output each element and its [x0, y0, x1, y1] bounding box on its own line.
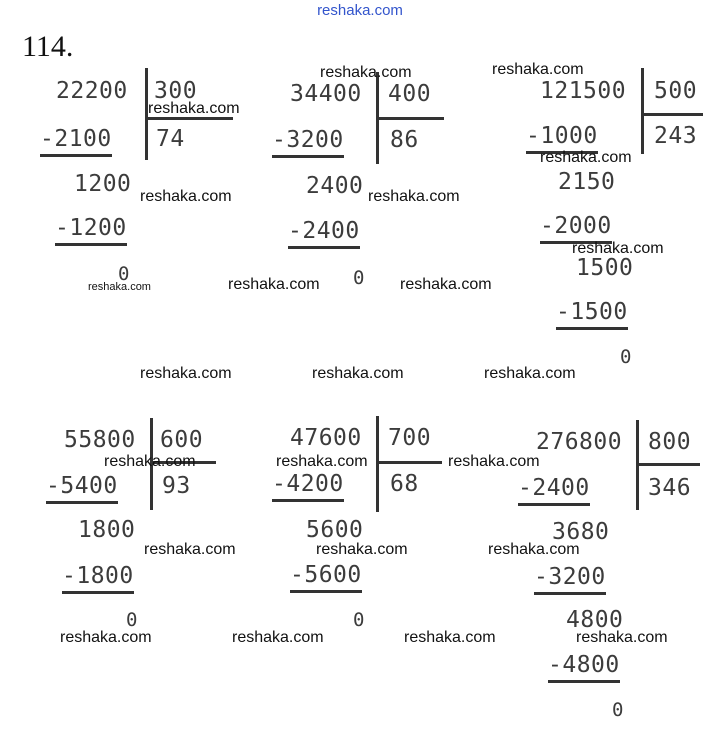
dividend: 55800: [64, 427, 136, 453]
watermark: reshaka.com: [488, 541, 580, 558]
watermark: reshaka.com: [232, 629, 324, 646]
remainder: 3680: [552, 519, 610, 545]
dividend: 22200: [56, 78, 128, 104]
division-bar-horizontal: [376, 461, 442, 464]
watermark: reshaka.com: [104, 453, 196, 470]
site-header-link[interactable]: reshaka.com: [317, 2, 403, 19]
final-remainder: 0: [612, 699, 624, 721]
watermark: reshaka.com: [228, 276, 320, 293]
final-remainder: 0: [353, 609, 365, 631]
final-remainder: 0: [118, 263, 130, 285]
divisor: 400: [388, 81, 432, 107]
dividend: 121500: [540, 78, 627, 104]
divisor: 300: [154, 78, 198, 104]
dividend: 47600: [290, 425, 362, 451]
final-remainder: 0: [353, 267, 365, 289]
subtrahend: -5400: [46, 472, 118, 504]
subtrahend: -1800: [62, 562, 134, 594]
watermark: reshaka.com: [484, 365, 576, 382]
watermark: reshaka.com: [448, 453, 540, 470]
watermark: reshaka.com: [492, 61, 584, 78]
divisor: 800: [648, 429, 692, 455]
watermark: reshaka.com: [60, 629, 152, 646]
quotient: 86: [390, 127, 419, 153]
watermark: reshaka.com: [312, 365, 404, 382]
subtrahend: -1200: [55, 214, 127, 246]
exercise-number: 114.: [22, 30, 74, 63]
remainder: 1200: [74, 171, 132, 197]
remainder: 2150: [558, 169, 616, 195]
quotient: 68: [390, 471, 419, 497]
subtrahend: -2400: [288, 217, 360, 249]
remainder: 5600: [306, 517, 364, 543]
subtrahend: -2400: [518, 474, 590, 506]
subtrahend: -5600: [290, 561, 362, 593]
division-bar-vertical: [376, 416, 379, 512]
watermark: reshaka.com: [368, 188, 460, 205]
division-bar-horizontal: [376, 117, 444, 120]
quotient: 74: [156, 126, 185, 152]
subtrahend: -1500: [556, 298, 628, 330]
watermark: reshaka.com: [316, 541, 408, 558]
watermark: reshaka.com: [540, 149, 632, 166]
watermark: reshaka.com: [148, 100, 240, 117]
subtrahend: -3200: [272, 126, 344, 158]
subtrahend: -4200: [272, 470, 344, 502]
final-remainder: 0: [620, 346, 632, 368]
remainder: 4800: [566, 607, 624, 633]
divisor: 600: [160, 427, 204, 453]
division-bar-horizontal: [641, 113, 703, 116]
division-bar-vertical: [641, 68, 644, 154]
dividend: 276800: [536, 429, 623, 455]
watermark: reshaka.com: [140, 188, 232, 205]
watermark: reshaka.com: [320, 64, 412, 81]
watermark: reshaka.com: [88, 281, 151, 293]
subtrahend: -4800: [548, 651, 620, 683]
final-remainder: 0: [126, 609, 138, 631]
watermark: reshaka.com: [144, 541, 236, 558]
watermark: reshaka.com: [572, 240, 664, 257]
watermark: reshaka.com: [404, 629, 496, 646]
quotient: 243: [654, 123, 698, 149]
remainder: 1800: [78, 517, 136, 543]
divisor: 500: [654, 78, 698, 104]
subtrahend: -1000: [526, 122, 598, 154]
watermark: reshaka.com: [400, 276, 492, 293]
subtrahend: -2000: [540, 212, 612, 244]
division-bar-horizontal: [636, 463, 700, 466]
dividend: 34400: [290, 81, 362, 107]
subtrahend: -3200: [534, 563, 606, 595]
remainder: 2400: [306, 173, 364, 199]
quotient: 93: [162, 473, 191, 499]
quotient: 346: [648, 475, 692, 501]
subtrahend: -2100: [40, 125, 112, 157]
watermark: reshaka.com: [140, 365, 232, 382]
divisor: 700: [388, 425, 432, 451]
remainder: 1500: [576, 255, 634, 281]
watermark: reshaka.com: [576, 629, 668, 646]
watermark: reshaka.com: [276, 453, 368, 470]
